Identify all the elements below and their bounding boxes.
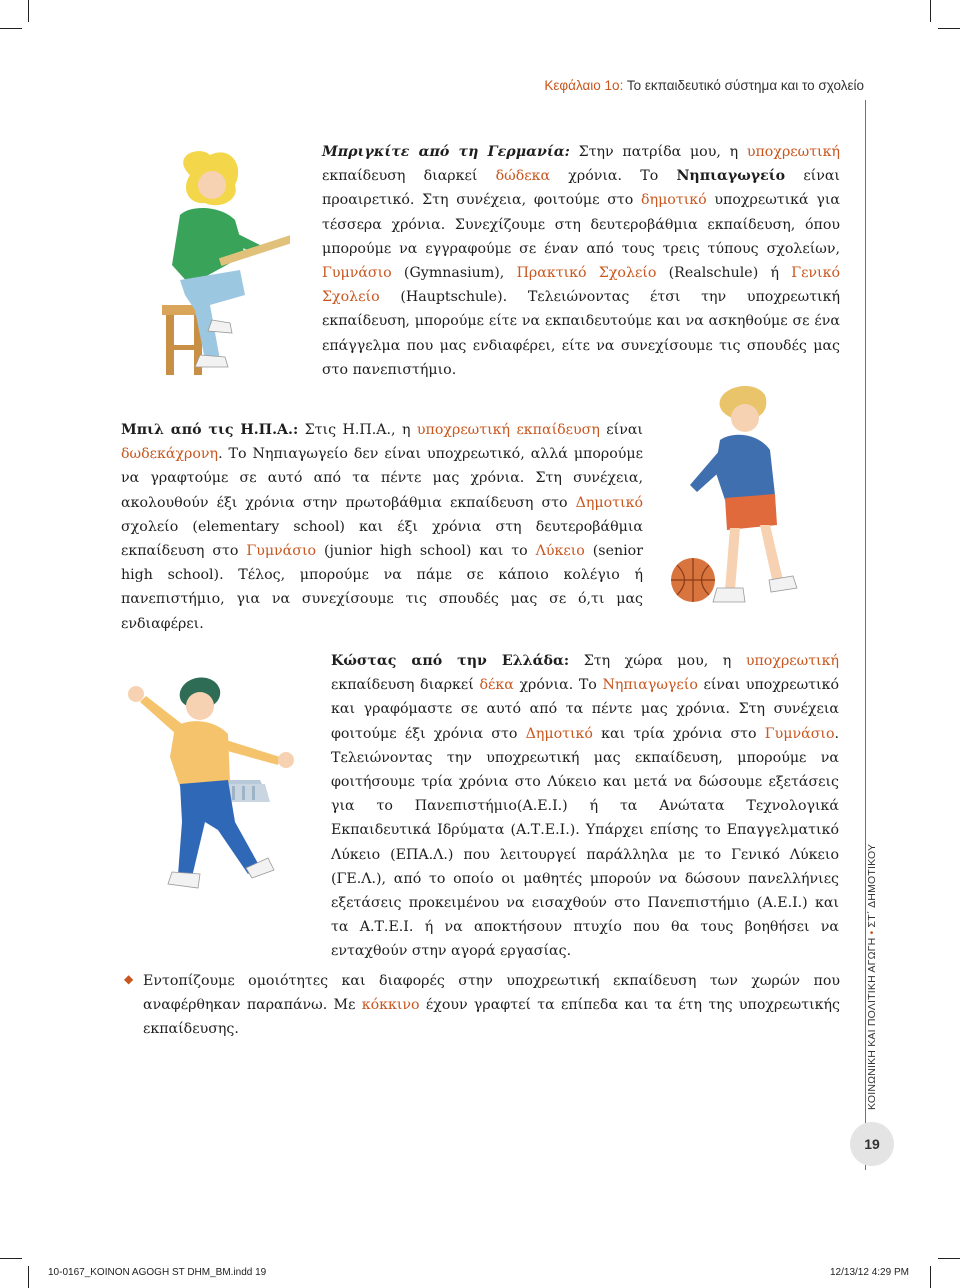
highlight-primary: δημοτικό (641, 192, 707, 209)
highlight-hauptschule: Γενικό Σχολείο (322, 265, 841, 306)
crop-mark (28, 1266, 29, 1288)
highlight-kindergarten: Νηπιαγωγείο (602, 677, 698, 694)
text-span: Στη χώρα μου, η (569, 653, 746, 669)
germany-paragraph (322, 140, 840, 382)
crop-mark (938, 1258, 960, 1259)
usa-paragraph (121, 418, 643, 636)
highlight-primary: Δημοτικό (525, 725, 593, 742)
text-span: Εντοπίζουμε ομοιότητες και διαφορές στην υποχρεωτική εκπαίδευση των χωρών που αναφέρθηκαν παραπάνω. Με (143, 973, 840, 1014)
highlight-compulsory: υποχρεωτική εκπαίδευση (416, 422, 600, 438)
highlight-junior-high: Γυμνάσιο (246, 543, 317, 560)
highlight-years: δέκα (479, 677, 514, 694)
text-span: εκπαίδευση διαρκεί (322, 168, 496, 185)
text-span: . Τελειώνοντας την υποχρεωτική μας εκπαίδευση, μπορούμε να φοιτήσουμε τρία χρόνια στο Λύκειο και μετά να δώσουμε εξετάσεις για το Πανεπιστήμιο(Α.Ε.Ι.) ή τα Ανώτατα Τεχνολογικά Εκπαιδευτικά Ιδρύματα (Α.Τ.Ε.Ι.). Υπάρχει επίσης το Επαγγελματικό Λύκειο (ΕΠΑ.Λ.) που λειτουργεί παράλληλα με το Γενικό Λύκειο (ΓΕ.Λ.), από το οποίο οι μαθητές μπορούν να δώσουν πανελλήνιες εξετάσεις προκειμένου να εισαχθούν στο Πανεπιστήμιο (Α.Ε.Ι.) και τα Α.Τ.Ε.Ι. ή να αποκτήσουν πτυχίο που θα τους βοηθήσει να ενταχθούν στην αγορά εργασίας. (331, 725, 839, 960)
text-span: χρόνια. Το (550, 168, 677, 185)
chapter-title: Το εκπαιδευτικό σύστημα και το σχολείο (626, 78, 864, 93)
text-span: και τρία χρόνια στο (592, 725, 765, 742)
text-span: εκπαίδευση διαρκεί (331, 677, 480, 694)
text-span: είναι υποχρεωτικό και γραφόμαστε σε αυτό από τα πέντε μας χρόνια. Στη συνέχεια φοιτούμε έξι χρόνια στο (331, 677, 839, 742)
text-span: (Gymnasium), (391, 265, 517, 282)
crop-mark (0, 28, 22, 29)
highlight-primary: Δημοτικό (575, 494, 643, 511)
text-span: είναι προαιρετικό. Στη συνέχεια, φοιτούμε στο (322, 168, 840, 209)
text-span: σχολείο (elementary school) και έξι χρόνια στη δευτεροβάθμια εκπαίδευση στο (121, 518, 643, 560)
boy-jumping-illustration (110, 662, 310, 902)
side-running-title (866, 770, 878, 1110)
greece-paragraph (331, 649, 839, 964)
crop-mark (930, 1266, 931, 1288)
text-span: . Το Νηπιαγωγείο δεν είναι υποχρεωτικό, αλλά μπορούμε να γραφτούμε σε αυτό από τα πέντε μας χρόνια. Στη συνέχεια, ακολουθούν έξι χρόνια στην πρωτοβάθμια εκπαίδευση στο (121, 446, 643, 511)
text-span: είναι (599, 422, 643, 438)
grade-label: ΣΤ΄ ΔΗΜΟΤΙΚΟΥ (866, 843, 878, 928)
crop-mark (938, 28, 960, 29)
text-span: υποχρεωτικά για τέσσερα χρόνια. Συνεχίζουμε στη δευτεροβάθμια εκπαίδευση, όπου μπορούμε να εγγραφούμε σε έναν από τους τρεις τύπους σχολείων, (322, 192, 840, 257)
text-span: (Realschule) ή (656, 265, 792, 282)
footer-date: 12/13/12 4:29 PM (830, 1267, 909, 1278)
highlight-senior-high: Λύκειο (535, 543, 585, 560)
crop-mark (0, 1258, 22, 1259)
text-span: έχουν γραφτεί τα επίπεδα και τα έτη της υποχρεωτικής εκπαίδευσης. (143, 997, 840, 1038)
page-number: 19 (850, 1122, 894, 1166)
running-header (544, 78, 864, 93)
chapter-label: Κεφάλαιο 1ο: (544, 78, 624, 93)
usa-speaker: Μπιλ από τις Η.Π.Α.: (121, 422, 299, 438)
highlight-years: δώδεκα (495, 168, 551, 185)
text-span: (senior high school). Τέλος, μπορούμε να πάμε σε κάποιο κολέγιο ή πανεπιστήμιο, για να συνεχίσουμε τις σπουδές μας σε ό,τι μας ενδιαφέρει. (121, 543, 643, 632)
greece-speaker: Κώστας από την Ελλάδα: (331, 653, 570, 669)
subject-label: ΚΟΙΝΩΝΙΚΗ ΚΑΙ ΠΟΛΙΤΙΚΗ ΑΓΩΓΗ (866, 937, 878, 1110)
activity-paragraph (143, 969, 840, 1042)
boy-basketball-illustration (665, 380, 815, 630)
highlight-compulsory: υποχρεωτική (745, 653, 839, 669)
crop-mark (28, 0, 29, 22)
text-span: Στις Η.Π.Α., η (298, 422, 417, 438)
highlight-red-word: κόκκινο (361, 997, 420, 1014)
highlight-years: δωδεκάχρονη (121, 446, 219, 463)
footer-file: 10-0167_KOINON AGOGH ST DHM_BM.indd 19 (48, 1267, 267, 1278)
text-span: (Hauptschule). Τελειώνοντας έτσι την υποχρεωτική εκπαίδευση, μπορούμε είτε να εκπαιδευτούμε και να ασκηθούμε σε ένα επάγγελμα που μας ενδιαφέρει, είτε να συνεχίσουμε τις σπουδές μας στο πανεπιστήμιο. (322, 289, 840, 378)
bold-kindergarten: Νηπιαγωγείο (676, 168, 786, 185)
girl-writing-illustration (150, 145, 290, 385)
text-span: Στην πατρίδα μου, η (569, 144, 747, 160)
germany-speaker: Μπριγκίτε από τη Γερμανία: (322, 144, 570, 160)
highlight-gymnasium: Γυμνάσιο (764, 725, 835, 742)
highlight-realschule: Πρακτικό Σχολείο (516, 265, 657, 282)
text-span: χρόνια. Το (513, 677, 603, 694)
highlight-gymnasium: Γυμνάσιο (322, 265, 392, 282)
side-dot: • (866, 930, 878, 935)
text-span: (junior high school) και το (316, 543, 536, 560)
highlight-compulsory: υποχρεωτική (746, 144, 840, 160)
diamond-bullet-icon: ◆ (124, 972, 134, 986)
crop-mark (930, 0, 931, 22)
